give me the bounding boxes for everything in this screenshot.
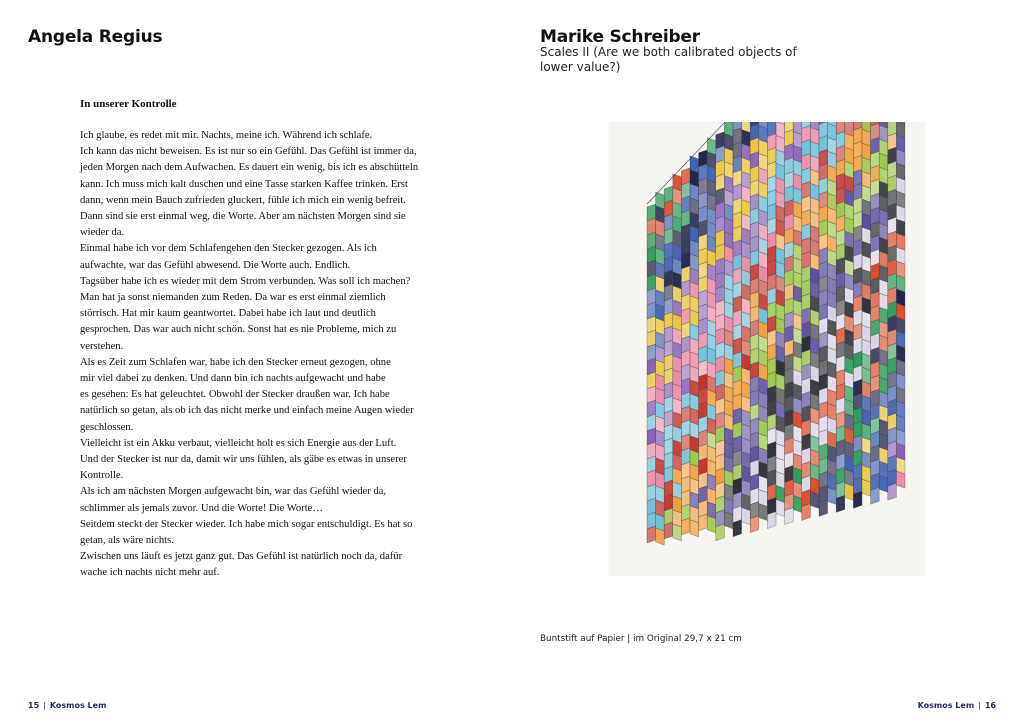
art-strip	[724, 122, 733, 529]
author-name-left: Angela Regius	[28, 27, 163, 47]
poem-line: jeden Morgen nach dem Aufwachen. Es dauert ein wenig, bis ich es abschütteln	[80, 162, 419, 174]
right-page	[512, 0, 1024, 727]
author-name-right: Marike Schreiber	[540, 27, 700, 47]
art-strip	[681, 168, 690, 535]
poem-line: Einmal habe ich vor dem Schlafengehen den Stecker gezogen. Als ich	[80, 243, 377, 255]
art-scale	[785, 508, 794, 525]
art-strip	[699, 150, 708, 531]
poem-line: aufwachte, war das Gefühl abwesend. Die Worte auch. Endlich.	[80, 259, 351, 271]
poem-line: Ich kann das nicht beweisen. Es ist nur so ein Gefühl. Das Gefühl ist immer da,	[80, 146, 417, 158]
poem-line: Als es Zeit zum Schlafen war, habe ich den Stecker erneut gezogen, ohne	[80, 356, 391, 368]
art-scale	[759, 504, 768, 521]
poem-line: Ich glaube, es redet mit mir. Nachts, meine ich. Während ich schlafe.	[80, 130, 373, 141]
art-strip	[673, 174, 682, 541]
art-strip	[871, 122, 880, 504]
poem-line: mir viel dabei zu denken. Und dann bin ich nachts aufgewacht und habe	[80, 373, 386, 385]
art-strip	[776, 122, 785, 517]
art-scale	[802, 503, 811, 520]
art-scale	[699, 514, 708, 531]
colored-pencil-scales-drawing	[609, 122, 925, 576]
art-scale	[836, 495, 845, 512]
art-scale	[879, 475, 888, 492]
art-scale	[776, 500, 785, 517]
art-strip	[759, 122, 768, 521]
art-scale	[707, 516, 716, 533]
art-strip	[785, 122, 794, 525]
art-scale	[656, 528, 665, 545]
art-scale	[810, 491, 819, 508]
page-number-left: 15	[28, 701, 40, 710]
art-strip	[845, 122, 854, 500]
poem-line: gesprochen. Das war auch nicht schön. Sonst hat es nie Probleme, mich zu	[80, 324, 397, 336]
folio-separator-left: |	[43, 701, 46, 710]
art-scale	[793, 495, 802, 512]
art-scale	[853, 491, 862, 508]
poem-line: Dann sind sie erst einmal weg, die Worte. Aber am nächsten Morgen sind sie	[80, 211, 406, 223]
poem-line: Kontrolle.	[80, 470, 124, 482]
art-scale	[819, 499, 828, 516]
art-scale	[733, 520, 742, 537]
art-scale	[724, 512, 733, 529]
poem-line: getan, als wäre nichts.	[80, 535, 174, 547]
art-scale	[862, 479, 871, 496]
artwork-image	[609, 122, 925, 576]
poem-line: geschlossen.	[80, 421, 134, 433]
art-strip	[896, 122, 905, 488]
art-strip	[802, 122, 811, 520]
poem-line: dann, wenn mein Bauch zufrieden gluckert, fühle ich mich ein wenig befreit.	[80, 194, 406, 206]
art-scale	[871, 487, 880, 504]
art-scale	[888, 483, 897, 500]
art-scale	[845, 483, 854, 500]
poem-line: Als ich am nächsten Morgen aufgewacht bin, war das Gefühl wieder da,	[80, 486, 387, 498]
page-number-right: 16	[984, 701, 996, 710]
art-scale	[647, 526, 656, 543]
art-strip	[879, 122, 888, 492]
folio-separator-right: |	[978, 701, 981, 710]
art-strip	[707, 138, 716, 533]
poem-line: Und der Stecker ist nur da, damit wir uns fühlen, als gäbe es etwas in unserer	[80, 454, 407, 466]
poem-title: In unserer Kontrolle	[80, 98, 177, 110]
publication-name-right: Kosmos Lem	[917, 701, 975, 710]
art-strip	[767, 122, 776, 529]
poem-line: verstehen.	[80, 340, 124, 352]
art-scale	[716, 524, 725, 541]
poem-text	[80, 128, 440, 582]
artwork-caption: Buntstift auf Papier | im Original 29,7 x 21 cm	[540, 634, 742, 644]
artwork-title: Scales II (Are we both calibrated objects of lower value?)	[540, 45, 797, 74]
poem-line: kann. Ich muss mich kalt duschen und eine Tasse starken Kaffee trinken. Erst	[80, 178, 408, 190]
folio-right	[918, 701, 996, 710]
art-strip	[853, 122, 862, 508]
art-strip	[690, 156, 699, 537]
art-strip	[828, 122, 837, 504]
poem-line: wache ich nachts nicht mehr auf.	[80, 567, 220, 579]
art-strip	[664, 186, 673, 539]
poem-line: Vielleicht ist ein Akku verbaut, vielleicht holt es sich Energie aus der Luft.	[80, 437, 397, 449]
art-strip	[862, 122, 871, 496]
art-scale	[750, 516, 759, 533]
art-strip	[888, 122, 897, 500]
poem-line: natürlich so getan, als ob ich das nicht merke und einfach meine Augen wieder	[80, 405, 414, 417]
poem-line: Seitdem steckt der Stecker wieder. Ich habe mich sogar entschuldigt. Es hat so	[80, 518, 413, 530]
art-strip	[716, 132, 725, 541]
publication-name-left: Kosmos Lem	[49, 701, 107, 710]
poem-line: störrisch. Hat mir kaum geantwortet. Dabei habe ich laut und deutlich	[80, 308, 376, 320]
art-scale	[673, 524, 682, 541]
art-scale	[690, 520, 699, 537]
poem-line: Tagsüber habe ich es wieder mit dem Strom verbunden. Was soll ich machen?	[80, 275, 411, 287]
art-scale	[681, 518, 690, 535]
poem-line: Man hat ja sonst niemanden zum Reden. Da war es erst einmal ziemlich	[80, 292, 386, 304]
poem-line: es gesehen: Es hat geleuchtet. Obwohl der Stecker draußen war. Ich habe	[80, 389, 390, 401]
art-scale	[828, 487, 837, 504]
art-strip	[750, 122, 759, 533]
art-scale	[664, 522, 673, 539]
folio-left	[28, 701, 106, 710]
poem-line: Zwischen uns läuft es jetzt ganz gut. Das Gefühl ist natürlich noch da, dafür	[80, 551, 403, 563]
art-scale	[767, 512, 776, 529]
art-strip	[819, 122, 828, 516]
art-strip	[810, 122, 819, 508]
art-strip	[733, 122, 742, 537]
poem-line: wieder da.	[80, 227, 125, 239]
art-strip	[836, 122, 845, 512]
art-strip	[793, 122, 802, 512]
art-strip	[656, 192, 665, 545]
art-strip	[647, 204, 656, 543]
art-strip	[742, 122, 751, 525]
art-scale	[896, 471, 905, 488]
poem-line: schlimmer als jemals zuvor. Und die Worte! Die Worte…	[80, 502, 323, 514]
art-scale	[742, 508, 751, 525]
